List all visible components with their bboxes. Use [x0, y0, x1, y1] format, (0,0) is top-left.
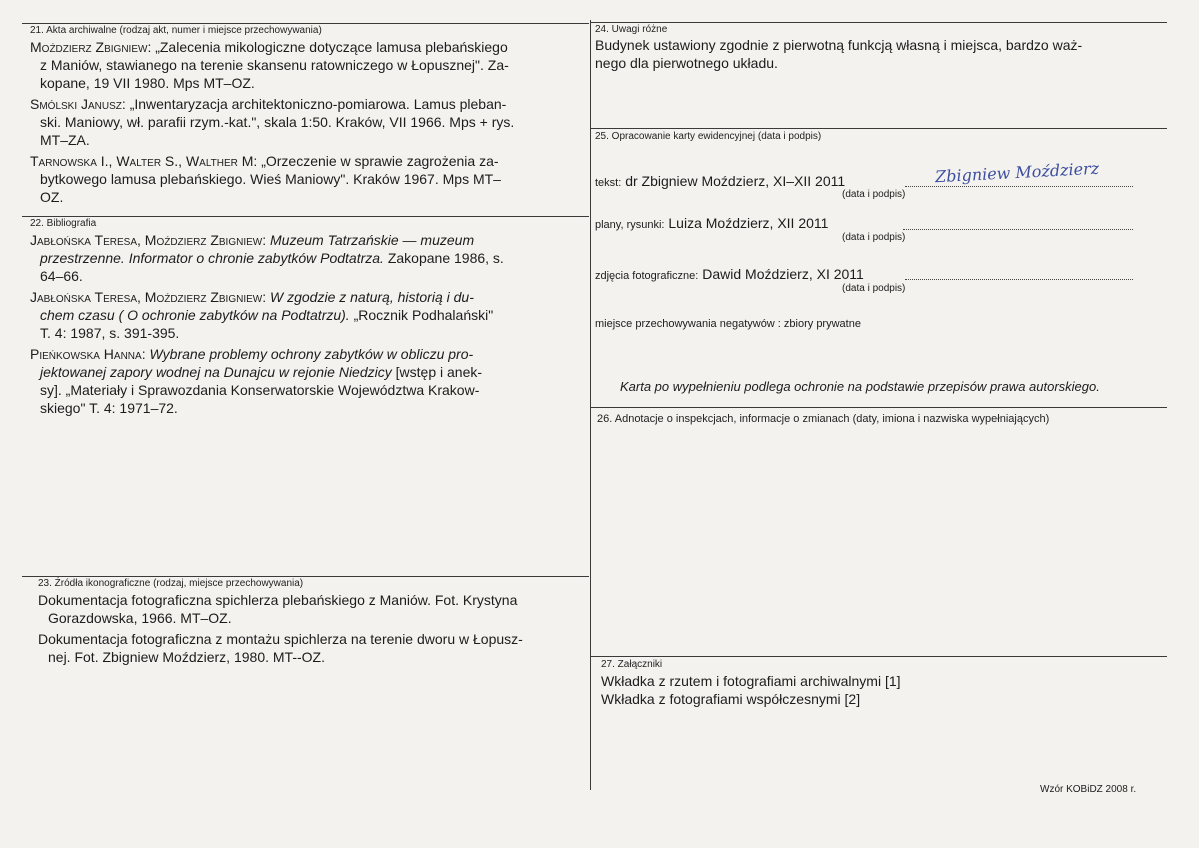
remarks-line: Budynek ustawiony zgodnie z pierwotną funkcją własną i miejsca, bardzo waż-	[595, 37, 1083, 53]
section-22-content	[30, 231, 585, 420]
plans-author-value: Luiza Moździerz, XII 2011	[668, 215, 829, 231]
bibliography-entry	[30, 345, 585, 417]
signature-caption: (data i podpis)	[842, 189, 906, 200]
section-23-label: 23. Źródła ikonograficzne (rodzaj, miejsce przechowywania)	[38, 578, 304, 589]
entry-author: Smólski Janusz	[30, 96, 122, 112]
remarks-line: nego dla pierwotnego układu.	[595, 55, 778, 71]
entry-text: skiego" T. 4: 1971–72.	[40, 400, 178, 416]
top-left-rule	[22, 23, 589, 24]
entry-title: W zgodzie z naturą, historią i du-	[270, 289, 474, 305]
entry-author: Moździerz Zbigniew	[30, 39, 148, 55]
entry-text: sy]. „Materiały i Sprawozdania Konserwatorskie Województwa Krakow-	[40, 382, 480, 398]
top-right-rule	[591, 22, 1167, 23]
entry-author: Jabłońska Teresa, Moździerz Zbigniew	[30, 232, 263, 248]
entry-title: Muzeum Tatrzańskie — muzeum	[270, 232, 475, 248]
entry-text: OZ.	[40, 189, 64, 205]
bibliography-entry	[30, 288, 585, 342]
archive-entry	[30, 152, 585, 206]
form-template-footer: Wzór KOBiDZ 2008 r.	[1040, 784, 1137, 795]
section-24-content	[595, 36, 1165, 72]
signature-line	[903, 229, 1133, 230]
section-25-label: 25. Opracowanie karty ewidencyjnej (data i podpis)	[595, 131, 822, 142]
entry-text: „Rocznik Podhalański"	[349, 307, 494, 323]
entry-title: chem czasu ( O ochronie zabytków na Podtatrzu).	[40, 307, 350, 323]
attachment-item: Wkładka z rzutem i fotografiami archiwalnymi [1]	[601, 673, 901, 689]
entry-text: : „Orzeczenie w sprawie zagrożenia za-	[253, 153, 499, 169]
entry-text: Dokumentacja fotograficzna spichlerza plebańskiego z Maniów. Fot. Krystyna	[38, 592, 518, 608]
entry-text: 64–66.	[40, 268, 83, 284]
section-24-label: 24. Uwagi różne	[595, 24, 668, 35]
negatives-location: miejsce przechowywania negatywów : zbiory prywatne	[595, 318, 861, 330]
copyright-notice: Karta po wypełnieniu podlega ochronie na podstawie przepisów prawa autorskiego.	[620, 379, 1100, 394]
rule-25	[591, 128, 1167, 129]
entry-text: [wstęp i anek-	[391, 364, 483, 380]
signature-caption: (data i podpis)	[842, 232, 906, 243]
entry-text: : „Zalecenia mikologiczne dotyczące lamusa plebańskiego	[147, 39, 508, 55]
signature-caption: (data i podpis)	[842, 283, 906, 294]
archive-entry	[30, 38, 585, 92]
entry-sep: :	[141, 346, 150, 362]
entry-author: Tarnowska I., Walter S., Walther M	[30, 153, 254, 169]
entry-text: : „Inwentaryzacja architektoniczno-pomiarowa. Lamus pleban-	[121, 96, 507, 112]
text-author-label: tekst:	[595, 177, 622, 189]
handwritten-signature: Zbigniew Moździerz	[934, 158, 1100, 187]
entry-text: z Maniów, stawianego na terenie skansenu ratowniczego w Łopusznej". Za-	[40, 57, 509, 73]
plans-author-label: plany, rysunki:	[595, 219, 665, 231]
entry-text: bytkowego lamusa plebańskiego. Wieś Maniowy". Kraków 1967. Mps MT–	[40, 171, 501, 187]
section-23-content	[38, 591, 586, 669]
bibliography-entry	[30, 231, 585, 285]
photos-author-value: Dawid Moździerz, XI 2011	[702, 266, 864, 282]
section-26-label: 26. Adnotacje o inspekcjach, informacje o zmianach (daty, imiona i nazwiska wypełniających)	[597, 413, 1050, 425]
rule-22	[22, 216, 589, 217]
archive-entry	[30, 95, 585, 149]
entry-text: kopane, 19 VII 1980. Mps MT–OZ.	[40, 75, 255, 91]
entry-text: T. 4: 1987, s. 391-395.	[40, 325, 180, 341]
entry-title: jektowanej zapory wodnej na Dunajcu w rejonie Niedzicy	[40, 364, 392, 380]
section-21-label: 21. Akta archiwalne (rodzaj akt, numer i miejsce przechowywania)	[30, 25, 322, 36]
rule-26	[591, 407, 1167, 408]
entry-sep: :	[262, 289, 270, 305]
section-27-label: 27. Załączniki	[601, 659, 663, 670]
plans-author-row	[595, 215, 828, 231]
signature-line	[905, 186, 1133, 187]
entry-title: Wybrane problemy ochrony zabytków w obliczu pro-	[149, 346, 474, 362]
entry-sep: :	[262, 232, 270, 248]
section-21-content	[30, 38, 585, 209]
entry-text: Gorazdowska, 1966. MT–OZ.	[48, 610, 232, 626]
entry-text: Zakopane 1986, s.	[383, 250, 504, 266]
entry-author: Jabłońska Teresa, Moździerz Zbigniew	[30, 289, 263, 305]
entry-text: ski. Maniowy, wł. parafii rzym.-kat.", skala 1:50. Kraków, VII 1966. Mps + rys.	[40, 114, 515, 130]
rule-27	[591, 656, 1167, 657]
entry-text: Dokumentacja fotograficzna z montażu spichlerza na terenie dworu w Łopusz-	[38, 631, 523, 647]
attachment-item: Wkładka z fotografiami współczesnymi [2]	[601, 691, 861, 707]
entry-text: nej. Fot. Zbigniew Moździerz, 1980. MT--OZ.	[48, 649, 325, 665]
section-27-content	[601, 672, 1161, 708]
entry-author: Pieńkowska Hanna	[30, 346, 142, 362]
signature-line	[905, 279, 1133, 280]
entry-text: MT–ZA.	[40, 132, 90, 148]
entry-title: przestrzenne. Informator o chronie zabytków Podtatrza.	[40, 250, 384, 266]
text-author-value: dr Zbigniew Moździerz, XI–XII 2011	[625, 173, 846, 189]
iconography-entry	[38, 591, 586, 627]
photos-author-label: zdjęcia fotograficzne:	[595, 270, 699, 282]
text-author-row	[595, 173, 845, 189]
center-divider	[590, 20, 591, 790]
rule-23	[22, 576, 589, 577]
iconography-entry	[38, 630, 586, 666]
section-22-label: 22. Bibliografia	[30, 218, 97, 229]
photos-author-row	[595, 266, 864, 282]
